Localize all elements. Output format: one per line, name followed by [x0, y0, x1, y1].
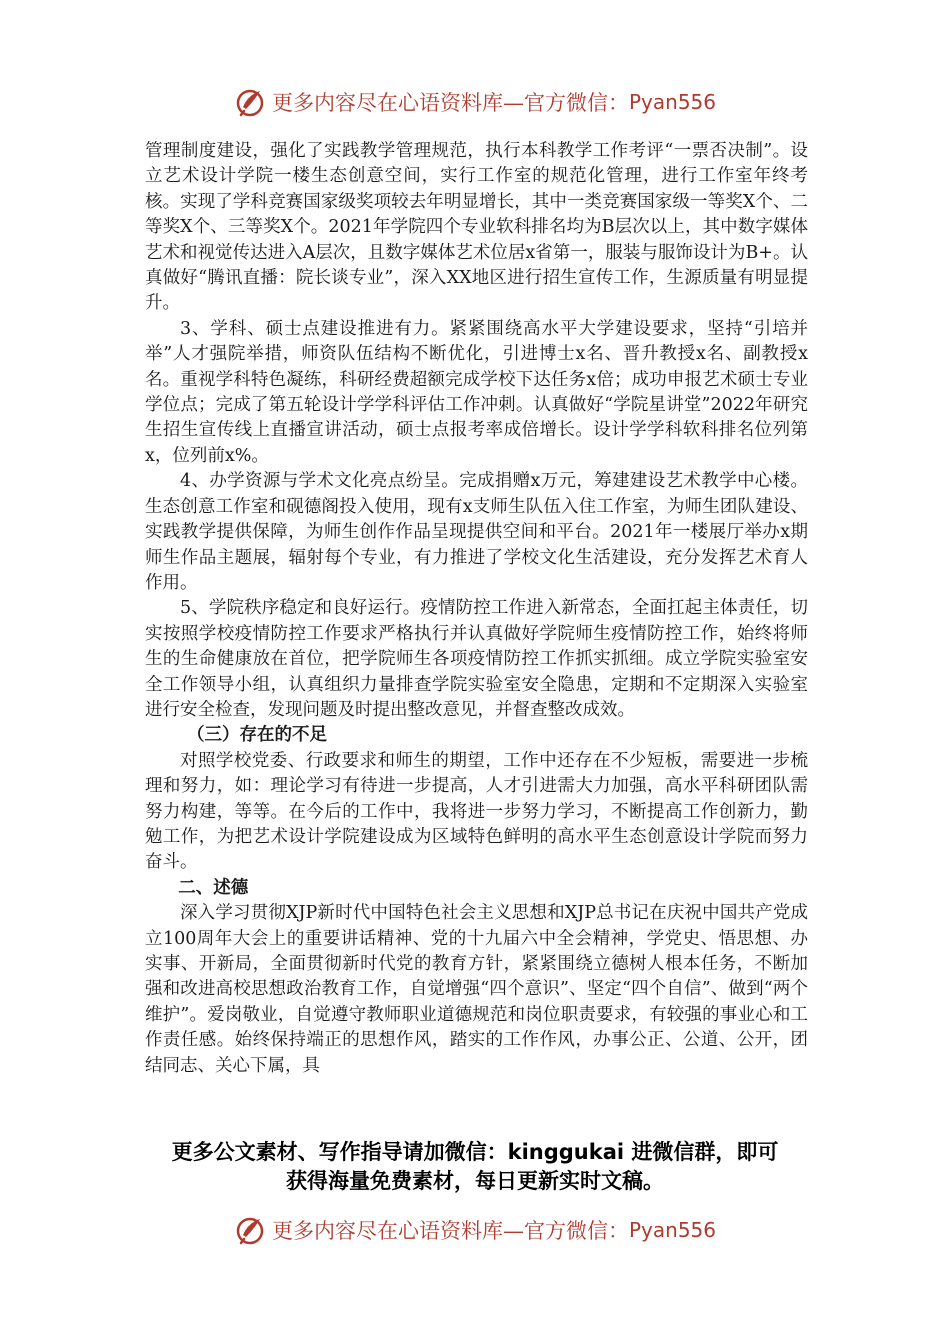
pen-logo-icon — [234, 85, 268, 119]
paragraph: 4、办学资源与学术文化亮点纷呈。完成捐赠x万元，筹建建设艺术教学中心楼。生态创意工作室和砚德阁投入使用，现有x支师生队伍入住工作室，为师生团队建设、实践教学提供保障，为师生创作作品呈现提供空间和平台。2021年一楼展厅举办x期师生作品主题展，辐射每个专业，有力推进了学校文化生活建设，充分发挥艺术育人作用。 — [145, 471, 808, 593]
header-banner — [0, 82, 950, 122]
paragraph: 3、学科、硕士点建设推进有力。紧紧围绕高水平大学建设要求，坚持“引培并举”人才强院举措，师资队伍结构不断优化，引进博士x名、晋升教授x名、副教授x名。重视学科特色凝练，科研经费超额完成学校下达任务x倍；成功申报艺术硕士专业学位点；完成了第五轮设计学学科评估工作冲刺。认真做好“学院星讲堂”2022年研究生招生宣传线上直播宣讲活动，硕士点报考率成倍增长。设计学学科软科排名位列第x，位列前x%。 — [145, 318, 808, 466]
section-heading: （三）存在的不足 — [187, 725, 327, 746]
banner-handle: Pyan556 — [628, 90, 716, 114]
promo-line: 更多公文素材、写作指导请加微信：kinggukai 进微信群，即可 — [171, 1140, 779, 1164]
paragraph: 深入学习贯彻XJP新时代中国特色社会主义思想和XJP总书记在庆祝中国共产党成立100周年大会上的重要讲话精神、党的十九届六中全会精神，学党史、悟思想、办实事、开新局，全面贯彻新时代党的教育方针，紧紧围绕立德树人根本任务，不断加强和改进高校思想政治教育工作，自觉增强“四个意识”、坚定“四个自信”、做到“两个维护”。爱岗敬业，自觉遵守教师职业道德规范和岗位职责要求，有较强的事业心和工作责任感。始终保持端正的思想作风，踏实的工作作风，办事公正、公道、公开，团结同志、关心下属，具 — [145, 903, 808, 1076]
promo-line: 获得海量免费素材，每日更新实时文稿。 — [286, 1169, 664, 1193]
banner-handle: Pyan556 — [628, 1218, 716, 1242]
document-body — [145, 139, 808, 1079]
pen-logo-icon — [234, 1213, 268, 1247]
paragraph: 5、学院秩序稳定和良好运行。疫情防控工作进入新常态，全面扛起主体责任，切实按照学校疫情防控工作要求严格执行并认真做好学院师生疫情防控工作，始终将师生的生命健康放在首位，把学院师生各项疫情防控工作抓实抓细。成立学院实验室安全工作领导小组，认真组织力量排查学院实验室安全隐患，定期和不定期深入实验室进行安全检查，发现问题及时提出整改意见，并督查整改成效。 — [145, 598, 808, 720]
footer-banner — [0, 1210, 950, 1250]
paragraph: 对照学校党委、行政要求和师生的期望，工作中还存在不少短板，需要进一步梳理和努力，如：理论学习有待进一步提高，人才引进需大力加强，高水平科研团队需努力构建，等等。在今后的工作中，我将进一步努力学习，不断提高工作创新力，勤勉工作，为把艺术设计学院建设成为区域特色鲜明的高水平生态创意设计学院而努力奋斗。 — [145, 750, 808, 873]
paragraph: 管理制度建设，强化了实践教学管理规范，执行本科教学工作考评“一票否决制”。设立艺术设计学院一楼生态创意空间，实行工作室的规范化管理，进行工作室年终考核。实现了学科竞赛国家级奖项较去年明显增长，其中一类竞赛国家级一等奖X个、二等奖X个、三等奖X个。2021年学院四个专业软科排名均为B层次以上，其中数字媒体艺术和视觉传达进入A层次，且数字媒体艺术位居x省第一，服装与服饰设计为B+。认真做好“腾讯直播：院长谈专业”，深入XX地区进行招生宣传工作，生源质量有明显提升。 — [145, 141, 808, 314]
banner-text: 更多内容尽在心语资料库—官方微信： — [271, 1219, 629, 1243]
promo-notice — [120, 1138, 830, 1196]
section-heading: 二、述德 — [178, 877, 249, 898]
banner-text: 更多内容尽在心语资料库—官方微信： — [271, 91, 629, 115]
